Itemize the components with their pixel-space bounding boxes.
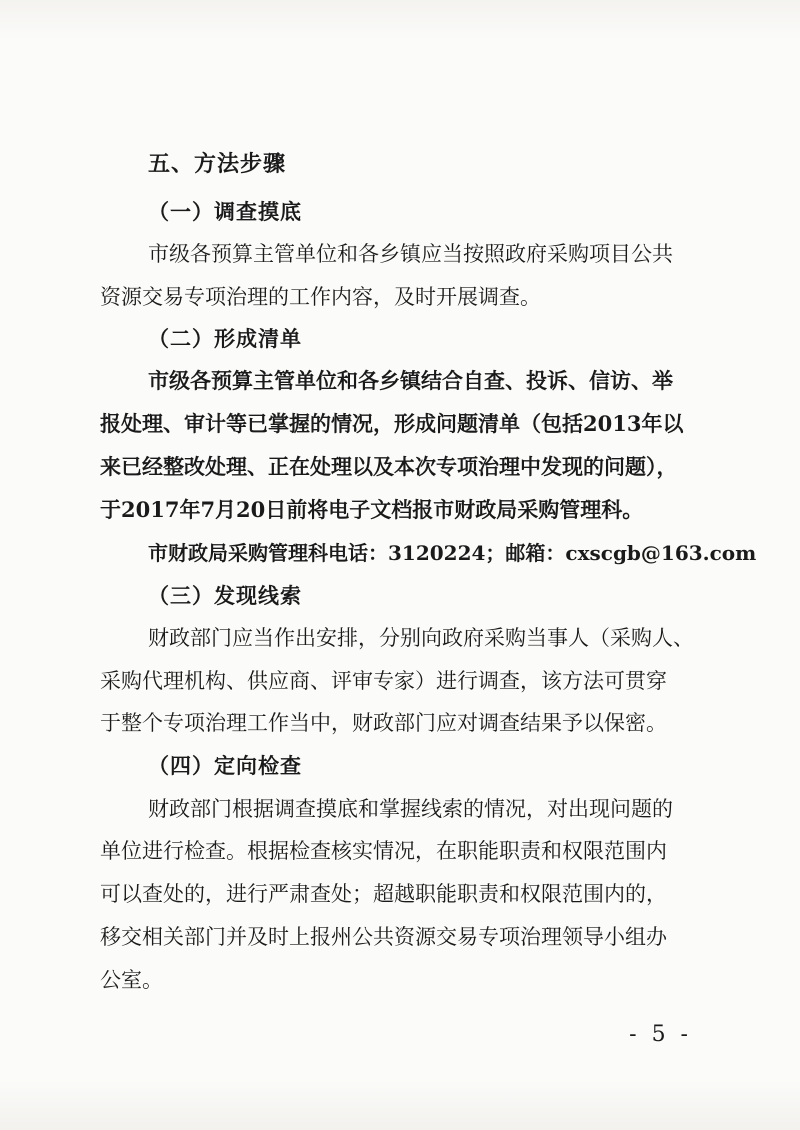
subsection-heading: （二）形成清单: [148, 326, 302, 351]
paragraph-line: 公室。: [100, 968, 163, 992]
paragraph-line: 采购代理机构、供应商、评审专家）进行调查，该方法可贯穿: [100, 669, 667, 693]
paragraph-line: 可以查处的，进行严肃查处；超越职能职责和权限范围内的，: [100, 882, 667, 906]
paragraph-line: 财政部门根据调查摸底和掌握线索的情况，对出现问题的: [148, 797, 673, 821]
paragraph-line: 来已经整改处理、正在处理以及本次专项治理中发现的问题），: [100, 454, 678, 479]
page-number: - 5 -: [629, 1022, 692, 1047]
subsection-heading: （一）调查摸底: [148, 199, 302, 224]
paragraph-line: 单位进行检查。根据检查核实情况，在职能职责和权限范围内: [100, 839, 667, 863]
contact-line: 市财政局采购管理科电话：3120224；邮箱：cxscgb@163.com: [148, 541, 757, 565]
paragraph-line: 于2017年7月20日前将电子文档报市财政局采购管理科。: [100, 497, 644, 522]
paragraph-line: 财政部门应当作出安排，分别向政府采购当事人（采购人、: [148, 626, 694, 650]
paragraph-line: 移交相关部门并及时上报州公共资源交易专项治理领导小组办: [100, 925, 667, 949]
section-heading: 五、方法步骤: [148, 151, 287, 177]
paragraph-line: 于整个专项治理工作当中，财政部门应对调查结果予以保密。: [100, 711, 667, 735]
paragraph-line: 资源交易专项治理的工作内容，及时开展调查。: [100, 285, 541, 309]
paragraph-line: 市级各预算主管单位和各乡镇结合自查、投诉、信访、举: [148, 368, 673, 393]
paragraph-line: 市级各预算主管单位和各乡镇应当按照政府采购项目公共: [148, 242, 673, 266]
subsection-heading: （四）定向检查: [148, 753, 302, 778]
subsection-heading: （三）发现线索: [148, 583, 302, 608]
paragraph-line: 报处理、审计等已掌握的情况，形成问题清单（包括2013年以: [100, 411, 684, 436]
